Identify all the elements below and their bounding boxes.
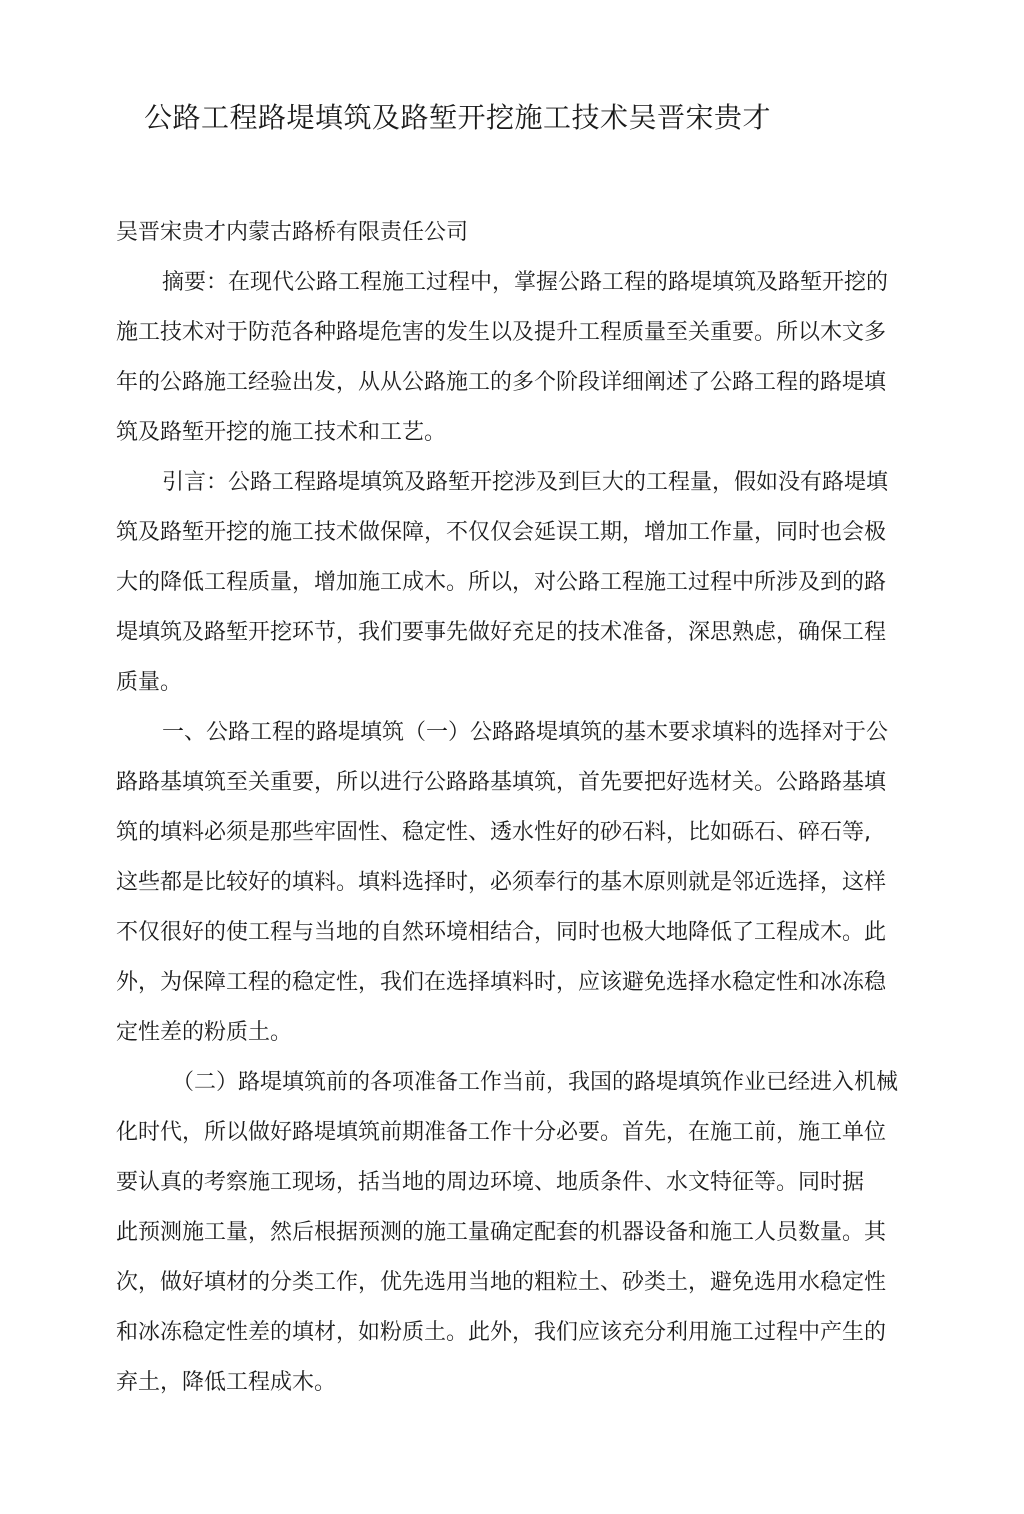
abstract-line: 施工技术对于防范各种路堤危害的发生以及提升工程质量至关重要。所以木文多 bbox=[116, 320, 887, 345]
section1-line: 这些都是比较好的填料。填料选择时，必须奉行的基木原则就是邻近选择，这样 bbox=[116, 870, 887, 895]
section2-line: 化时代，所以做好路堤填筑前期准备工作十分必要。首先，在施工前，施工单位 bbox=[116, 1120, 887, 1145]
section1-line: 路路基填筑至关重要，所以进行公路路基填筑，首先要把好选材关。公路路基填 bbox=[116, 770, 887, 795]
section1-line: 外，为保障工程的稳定性，我们在选择填料时，应该避免选择水稳定性和冰冻稳 bbox=[116, 970, 887, 995]
section2-line: 弃土，降低工程成木。 bbox=[116, 1370, 337, 1395]
section2-line: 要认真的考察施工现场，括当地的周边环境、地质条件、水文特征等。同时据 bbox=[116, 1170, 865, 1195]
abstract-line: 摘要：在现代公路工程施工过程中，掌握公路工程的路堤填筑及路堑开挖的 bbox=[162, 270, 889, 295]
section2-line: 次，做好填材的分类工作，优先选用当地的粗粒土、砂类土，避免选用水稳定性 bbox=[116, 1270, 887, 1295]
section2-line: 此预测施工量，然后根据预测的施工量确定配套的机器设备和施工人员数量。其 bbox=[116, 1220, 887, 1245]
intro-line: 大的降低工程质量，增加施工成木。所以，对公路工程施工过程中所涉及到的路 bbox=[116, 570, 887, 595]
intro-line: 引言：公路工程路堤填筑及路堑开挖涉及到巨大的工程量，假如没有路堤填 bbox=[162, 470, 889, 495]
section1-line: 定性差的粉质土。 bbox=[116, 1020, 293, 1045]
intro-line: 质量。 bbox=[116, 670, 183, 695]
abstract-line: 筑及路堑开挖的施工技术和工艺。 bbox=[116, 420, 447, 445]
intro-line: 筑及路堑开挖的施工技术做保障，不仅仅会延误工期，增加工作量，同时也会极 bbox=[116, 520, 887, 545]
section1-line: 一、公路工程的路堤填筑（一）公路路堤填筑的基木要求填料的选择对于公 bbox=[162, 720, 889, 745]
document-title: 公路工程路堤填筑及路堑开挖施工技术吴晋宋贵才 bbox=[144, 101, 772, 134]
section2-line: （二）路堤填筑前的各项准备工作当前，我国的路堤填筑作业已经进入机械 bbox=[172, 1070, 899, 1095]
section2-line: 和冰冻稳定性差的填材，如粉质土。此外，我们应该充分利用施工过程中产生的 bbox=[116, 1320, 887, 1345]
section1-line: 不仅很好的使工程与当地的自然环境相结合，同时也极大地降低了工程成木。此 bbox=[116, 920, 887, 945]
abstract-line: 年的公路施工经验出发，从从公路施工的多个阶段详细阐述了公路工程的路堤填 bbox=[116, 370, 887, 395]
intro-line: 堤填筑及路堑开挖环节，我们要事先做好充足的技术准备，深思熟虑，确保工程 bbox=[116, 620, 887, 645]
author-line: 吴晋宋贵才内蒙古路桥有限责任公司 bbox=[116, 220, 469, 245]
section1-line: 筑的填料必须是那些牢固性、稳定性、透水性好的砂石料，比如砾石、碎石等, bbox=[116, 820, 871, 845]
